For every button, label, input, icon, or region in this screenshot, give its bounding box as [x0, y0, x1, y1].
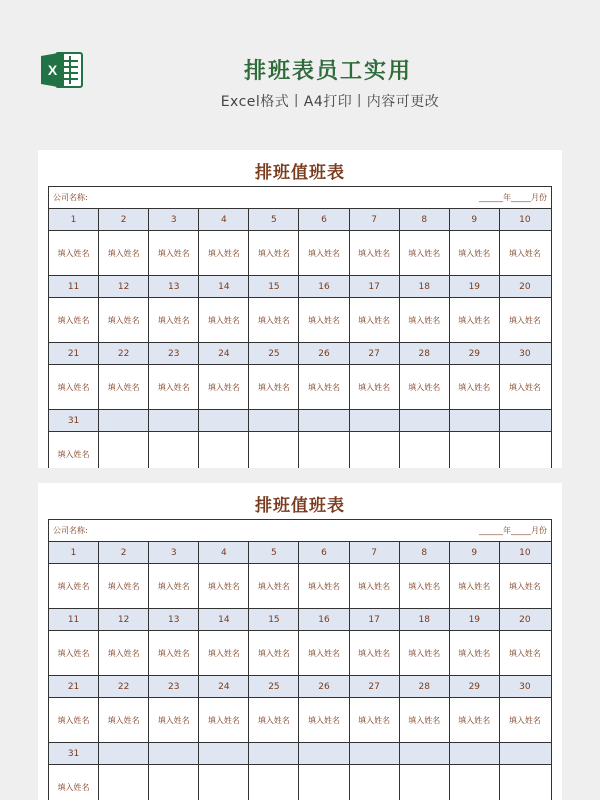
day-number-cell[interactable]: 6	[299, 542, 349, 563]
name-row	[49, 432, 551, 468]
day-number-cell[interactable]	[299, 743, 349, 764]
day-number-cell[interactable]: 27	[350, 343, 400, 364]
name-row	[49, 765, 551, 800]
name-cell[interactable]: 填入姓名	[249, 298, 299, 342]
excel-icon-letter: X	[47, 62, 58, 78]
day-number-cell[interactable]: 14	[199, 609, 249, 630]
day-number-cell[interactable]: 3	[149, 542, 199, 563]
name-cell[interactable]	[400, 765, 450, 800]
day-number-cell[interactable]: 4	[199, 209, 249, 230]
day-number-cell[interactable]	[500, 743, 550, 764]
day-number-cell[interactable]: 30	[519, 348, 531, 359]
name-cell[interactable]: 填入姓名	[299, 298, 349, 342]
name-cell[interactable]	[249, 765, 299, 800]
name-cell[interactable]: 填入姓名	[99, 631, 149, 675]
name-cell[interactable]: 填入姓名	[149, 631, 199, 675]
day-number-cell[interactable]: 15	[249, 609, 299, 630]
day-number-cell[interactable]	[249, 410, 299, 431]
name-cell[interactable]: 填入姓名	[249, 698, 299, 742]
name-cell[interactable]: 填入姓名	[450, 298, 500, 342]
day-number-cell[interactable]: 9	[450, 542, 500, 563]
day-number-cell[interactable]: 7	[350, 209, 400, 230]
name-cell[interactable]	[400, 432, 450, 468]
name-cell[interactable]: 填入姓名	[199, 298, 249, 342]
sheet-title: 排班值班表	[255, 496, 345, 516]
name-cell[interactable]: 填入姓名	[400, 231, 450, 275]
day-number-row	[49, 609, 551, 631]
day-number-cell[interactable]: 16	[299, 609, 349, 630]
name-cell[interactable]: 填入姓名	[149, 564, 199, 608]
name-cell[interactable]	[149, 765, 199, 800]
name-cell[interactable]: 填入姓名	[49, 631, 99, 675]
day-number-cell[interactable]: 28	[400, 676, 450, 697]
name-cell[interactable]: 填入姓名	[299, 365, 349, 409]
name-cell[interactable]	[299, 765, 349, 800]
day-number-cell[interactable]	[99, 743, 149, 764]
day-number-cell[interactable]	[400, 410, 450, 431]
name-cell[interactable]: 填入姓名	[450, 564, 500, 608]
name-cell[interactable]: 填入姓名	[149, 231, 199, 275]
name-cell[interactable]: 填入姓名	[49, 698, 99, 742]
name-cell[interactable]: 填入姓名	[450, 231, 500, 275]
day-number-cell[interactable]	[350, 743, 400, 764]
company-name-label[interactable]: 公司名称:	[53, 193, 88, 202]
day-number-cell[interactable]: 22	[99, 676, 149, 697]
day-number-row	[49, 542, 551, 564]
name-cell[interactable]: 填入姓名	[99, 231, 149, 275]
name-row	[49, 298, 551, 343]
day-number-cell[interactable]: 3	[149, 209, 199, 230]
day-number-cell[interactable]: 23	[149, 676, 199, 697]
name-cell[interactable]: 填入姓名	[149, 698, 199, 742]
day-number-cell[interactable]: 17	[350, 276, 400, 297]
day-number-cell[interactable]: 7	[350, 542, 400, 563]
name-cell[interactable]: 填入姓名	[508, 715, 541, 725]
name-row	[49, 231, 551, 276]
company-name-label[interactable]: 公司名称:	[53, 526, 88, 535]
name-cell[interactable]: 填入姓名	[508, 315, 541, 325]
name-cell[interactable]: 填入姓名	[400, 698, 450, 742]
name-cell[interactable]: 填入姓名	[350, 564, 400, 608]
day-number-cell[interactable]: 21	[49, 343, 99, 364]
name-cell[interactable]: 填入姓名	[49, 564, 99, 608]
schedule-table	[48, 519, 552, 800]
day-number-cell[interactable]	[299, 410, 349, 431]
name-cell[interactable]: 填入姓名	[350, 298, 400, 342]
name-cell[interactable]: 填入姓名	[199, 564, 249, 608]
name-row	[49, 564, 551, 609]
day-number-cell[interactable]: 23	[149, 343, 199, 364]
name-cell[interactable]	[199, 765, 249, 800]
name-cell[interactable]	[99, 765, 149, 800]
name-cell[interactable]	[350, 432, 400, 468]
day-number-cell[interactable]: 24	[199, 676, 249, 697]
day-number-cell[interactable]: 12	[99, 276, 149, 297]
day-number-cell[interactable]: 1	[49, 542, 99, 563]
day-number-cell[interactable]: 16	[299, 276, 349, 297]
name-cell[interactable]	[500, 765, 550, 800]
day-number-cell[interactable]	[450, 743, 500, 764]
day-number-cell[interactable]: 2	[99, 542, 149, 563]
name-cell[interactable]	[99, 432, 149, 468]
name-row	[49, 365, 551, 410]
day-number-cell[interactable]: 25	[249, 676, 299, 697]
name-row	[49, 631, 551, 676]
name-cell[interactable]	[299, 432, 349, 468]
day-number-row	[49, 276, 551, 298]
name-cell[interactable]: 填入姓名	[249, 564, 299, 608]
day-number-cell[interactable]: 9	[450, 209, 500, 230]
name-cell[interactable]: 填入姓名	[149, 365, 199, 409]
day-number-cell[interactable]: 8	[400, 542, 450, 563]
day-number-cell[interactable]: 5	[249, 209, 299, 230]
day-number-cell[interactable]: 26	[299, 343, 349, 364]
day-number-cell[interactable]: 19	[450, 609, 500, 630]
name-cell[interactable]: 填入姓名	[199, 698, 249, 742]
day-number-cell[interactable]: 21	[49, 676, 99, 697]
day-number-cell[interactable]: 14	[199, 276, 249, 297]
day-number-cell[interactable]: 25	[249, 343, 299, 364]
day-number-cell[interactable]	[149, 743, 199, 764]
name-cell[interactable]: 填入姓名	[400, 564, 450, 608]
name-cell[interactable]	[249, 432, 299, 468]
info-row	[49, 187, 551, 209]
name-cell[interactable]: 填入姓名	[199, 231, 249, 275]
day-number-cell[interactable]: 31	[49, 410, 99, 431]
name-cell[interactable]: 填入姓名	[350, 231, 400, 275]
day-number-cell[interactable]: 13	[149, 609, 199, 630]
name-cell[interactable]: 填入姓名	[508, 581, 541, 591]
day-number-cell[interactable]	[450, 410, 500, 431]
name-cell[interactable]: 填入姓名	[49, 365, 99, 409]
day-number-cell[interactable]: 20	[519, 281, 531, 292]
name-cell[interactable]: 填入姓名	[49, 432, 99, 468]
day-number-cell[interactable]: 6	[299, 209, 349, 230]
info-row	[49, 520, 551, 542]
name-cell[interactable]: 填入姓名	[99, 564, 149, 608]
name-cell[interactable]: 填入姓名	[450, 698, 500, 742]
day-number-cell[interactable]: 27	[350, 676, 400, 697]
name-cell[interactable]: 填入姓名	[350, 365, 400, 409]
name-cell[interactable]: 填入姓名	[99, 365, 149, 409]
sheet-title: 排班值班表	[255, 163, 345, 183]
name-cell[interactable]: 填入姓名	[299, 564, 349, 608]
name-cell[interactable]: 填入姓名	[508, 248, 541, 258]
schedule-table	[48, 186, 552, 468]
day-number-cell[interactable]: 17	[350, 609, 400, 630]
schedule-sheet-2	[38, 483, 562, 800]
name-cell[interactable]: 填入姓名	[199, 631, 249, 675]
name-cell[interactable]	[350, 765, 400, 800]
name-row	[49, 698, 551, 743]
name-cell[interactable]: 填入姓名	[400, 298, 450, 342]
name-cell[interactable]: 填入姓名	[99, 298, 149, 342]
name-cell[interactable]: 填入姓名	[49, 298, 99, 342]
name-cell[interactable]: 填入姓名	[350, 698, 400, 742]
name-cell[interactable]	[500, 432, 550, 468]
day-number-row	[49, 676, 551, 698]
day-number-cell[interactable]	[500, 410, 550, 431]
day-number-cell[interactable]: 5	[249, 542, 299, 563]
name-cell[interactable]: 填入姓名	[249, 631, 299, 675]
day-number-cell[interactable]: 30	[519, 681, 531, 692]
day-number-cell[interactable]: 26	[299, 676, 349, 697]
name-cell[interactable]: 填入姓名	[99, 698, 149, 742]
page-title: 排班表员工实用	[243, 59, 412, 84]
day-number-cell[interactable]: 29	[450, 676, 500, 697]
day-number-cell[interactable]: 2	[99, 209, 149, 230]
day-number-cell[interactable]: 19	[450, 276, 500, 297]
name-cell[interactable]: 填入姓名	[350, 631, 400, 675]
name-cell[interactable]: 填入姓名	[400, 631, 450, 675]
year-month-field[interactable]: ______年_____月份	[479, 193, 547, 202]
day-number-cell[interactable]: 12	[99, 609, 149, 630]
day-number-row	[49, 343, 551, 365]
name-cell[interactable]: 填入姓名	[49, 765, 99, 800]
name-cell[interactable]	[450, 765, 500, 800]
name-cell[interactable]: 填入姓名	[299, 231, 349, 275]
name-cell[interactable]	[149, 432, 199, 468]
day-number-cell[interactable]	[149, 410, 199, 431]
page-subtitle: Excel格式丨A4打印丨内容可更改	[220, 94, 440, 110]
name-cell[interactable]: 填入姓名	[299, 631, 349, 675]
name-cell[interactable]: 填入姓名	[450, 631, 500, 675]
day-number-cell[interactable]: 22	[99, 343, 149, 364]
day-number-cell[interactable]	[249, 743, 299, 764]
day-number-cell[interactable]: 1	[49, 209, 99, 230]
day-number-cell[interactable]: 11	[49, 276, 99, 297]
day-number-cell[interactable]	[199, 410, 249, 431]
day-number-cell[interactable]: 29	[450, 343, 500, 364]
name-cell[interactable]: 填入姓名	[450, 365, 500, 409]
name-cell[interactable]: 填入姓名	[299, 698, 349, 742]
name-cell[interactable]: 填入姓名	[249, 231, 299, 275]
name-cell[interactable]: 填入姓名	[199, 365, 249, 409]
day-number-cell[interactable]: 24	[199, 343, 249, 364]
day-number-cell[interactable]	[400, 743, 450, 764]
year-month-field[interactable]: ______年_____月份	[479, 526, 547, 535]
name-cell[interactable]: 填入姓名	[400, 365, 450, 409]
day-number-cell[interactable]: 13	[149, 276, 199, 297]
day-number-cell[interactable]: 20	[519, 614, 531, 625]
day-number-cell[interactable]: 8	[400, 209, 450, 230]
name-cell[interactable]: 填入姓名	[149, 298, 199, 342]
day-number-row	[49, 743, 551, 765]
day-number-cell[interactable]: 10	[519, 214, 531, 225]
name-cell[interactable]	[450, 432, 500, 468]
day-number-cell[interactable]: 31	[49, 743, 99, 764]
name-cell[interactable]: 填入姓名	[508, 382, 541, 392]
name-cell[interactable]: 填入姓名	[508, 648, 541, 658]
name-cell[interactable]: 填入姓名	[49, 231, 99, 275]
day-number-cell[interactable]: 28	[400, 343, 450, 364]
day-number-cell[interactable]	[199, 743, 249, 764]
name-cell[interactable]	[199, 432, 249, 468]
day-number-row	[49, 410, 551, 432]
day-number-cell[interactable]: 11	[49, 609, 99, 630]
day-number-cell[interactable]	[350, 410, 400, 431]
day-number-cell[interactable]: 10	[519, 547, 531, 558]
day-number-cell[interactable]: 4	[199, 542, 249, 563]
day-number-row	[49, 209, 551, 231]
schedule-sheet-1	[38, 150, 562, 468]
day-number-cell[interactable]: 18	[400, 609, 450, 630]
name-cell[interactable]: 填入姓名	[249, 365, 299, 409]
day-number-cell[interactable]: 18	[400, 276, 450, 297]
day-number-cell[interactable]: 15	[249, 276, 299, 297]
day-number-cell[interactable]	[99, 410, 149, 431]
